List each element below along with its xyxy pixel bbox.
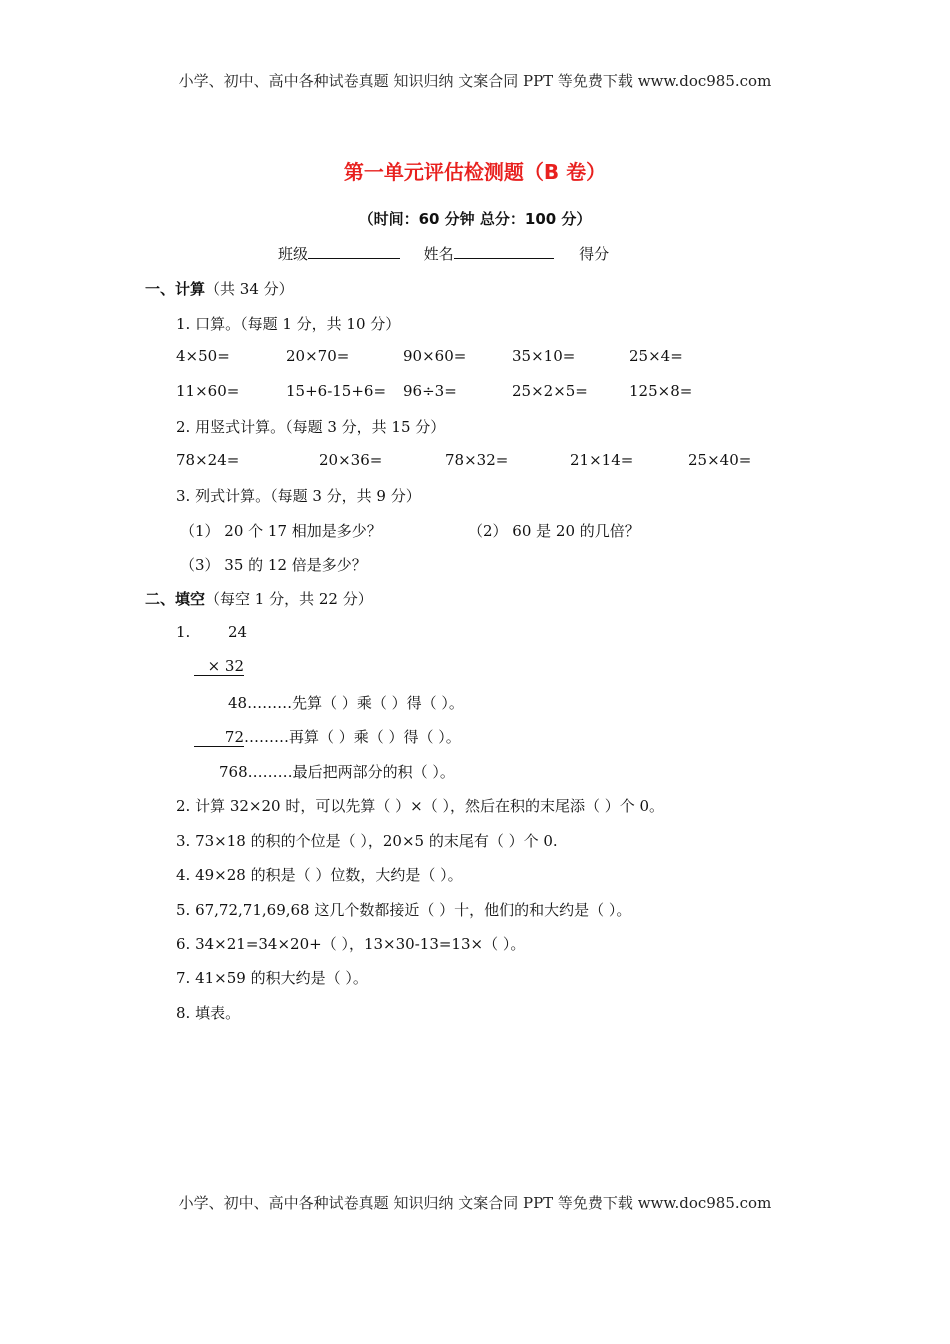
fill-question: 6. 34×21=34×20+（ ），13×30-13=13×（ ）。 <box>176 935 526 953</box>
final-product-value: 768 <box>219 763 248 781</box>
section2-title: 二、填空 <box>145 590 206 608</box>
fill-question: 3. 73×18 的积的个位是（ ），20×5 的末尾有（ ）个 0. <box>176 832 558 850</box>
calc-item: 35×10= <box>512 347 576 365</box>
page-title: 第一单元评估检测题（B 卷） <box>343 160 607 184</box>
page-header: 小学、初中、高中各种试卷真题 知识归纳 文案合同 PPT 等免费下载 www.doc985.com <box>178 72 772 90</box>
q3-label: 3. 列式计算。（每题 3 分，共 9 分） <box>176 487 421 505</box>
q1-label: 1. 口算。（每题 1 分，共 10 分） <box>176 315 401 333</box>
section1-heading <box>145 278 294 299</box>
calc-item: 125×8= <box>629 382 693 400</box>
vertical-calc-item: 78×32= <box>445 451 509 469</box>
name-blank[interactable] <box>454 244 554 259</box>
calc-item: 25×2×5= <box>512 382 588 400</box>
partial-product-1-value: 48 <box>228 694 248 712</box>
section1-note: （共 34 分） <box>205 280 294 298</box>
partial-product-1 <box>228 692 464 713</box>
fill-question: 4. 49×28 的积是（ ）位数，大约是（ ）。 <box>176 866 463 884</box>
partial-product-2-value: 72 <box>194 728 244 747</box>
partial-product-2 <box>194 726 461 747</box>
calc-item: 4×50= <box>176 347 230 365</box>
vertical-calc-item: 21×14= <box>570 451 634 469</box>
fill-q1-number: 1. <box>176 623 191 641</box>
section1-title: 一、计算 <box>145 280 206 298</box>
q2-label: 2. 用竖式计算。（每题 3 分，共 15 分） <box>176 418 446 436</box>
word-problem: （2） 60 是 20 的几倍？ <box>468 522 640 540</box>
calc-item: 15+6-15+6= <box>286 382 387 400</box>
word-problem: （3） 35 的 12 倍是多少？ <box>180 556 367 574</box>
partial-product-2-text: ………再算（ ）乘（ ）得（ ）。 <box>244 728 461 746</box>
vertical-calc-item: 20×36= <box>319 451 383 469</box>
vertical-calc-item: 25×40= <box>688 451 752 469</box>
fill-question: 5. 67,72,71,69,68 这几个数都接近（ ）十，他们的和大约是（ ）。 <box>176 901 632 919</box>
fill-question: 7. 41×59 的积大约是（ ）。 <box>176 969 368 987</box>
calc-item: 20×70= <box>286 347 350 365</box>
class-blank[interactable] <box>308 244 400 259</box>
multiplicand: 24 <box>228 623 248 641</box>
section2-heading <box>145 588 373 609</box>
vertical-calc-item: 78×24= <box>176 451 240 469</box>
final-product-text: ………最后把两部分的积（ ）。 <box>247 763 455 781</box>
calc-item: 90×60= <box>403 347 467 365</box>
partial-product-1-text: ………先算（ ）乘（ ）得（ ）。 <box>247 694 464 712</box>
calc-item: 96÷3= <box>403 382 457 400</box>
calc-item: 11×60= <box>176 382 240 400</box>
fill-question: 8. 填表。 <box>176 1004 241 1022</box>
final-product <box>219 761 455 782</box>
name-label: 姓名 <box>423 245 454 263</box>
word-problem: （1） 20 个 17 相加是多少？ <box>180 522 382 540</box>
student-info-row <box>278 243 609 264</box>
page-footer: 小学、初中、高中各种试卷真题 知识归纳 文案合同 PPT 等免费下载 www.doc985.com <box>178 1194 772 1212</box>
class-label: 班级 <box>278 245 309 263</box>
multiplier: × 32 <box>194 657 244 676</box>
score-label: 得分 <box>579 245 610 263</box>
exam-subtitle: （时间：60 分钟 总分：100 分） <box>358 210 592 228</box>
calc-item: 25×4= <box>629 347 683 365</box>
section2-note: （每空 1 分，共 22 分） <box>205 590 373 608</box>
fill-question: 2. 计算 32×20 时，可以先算（ ）×（ ），然后在积的末尾添（ ）个 0。 <box>176 797 665 815</box>
